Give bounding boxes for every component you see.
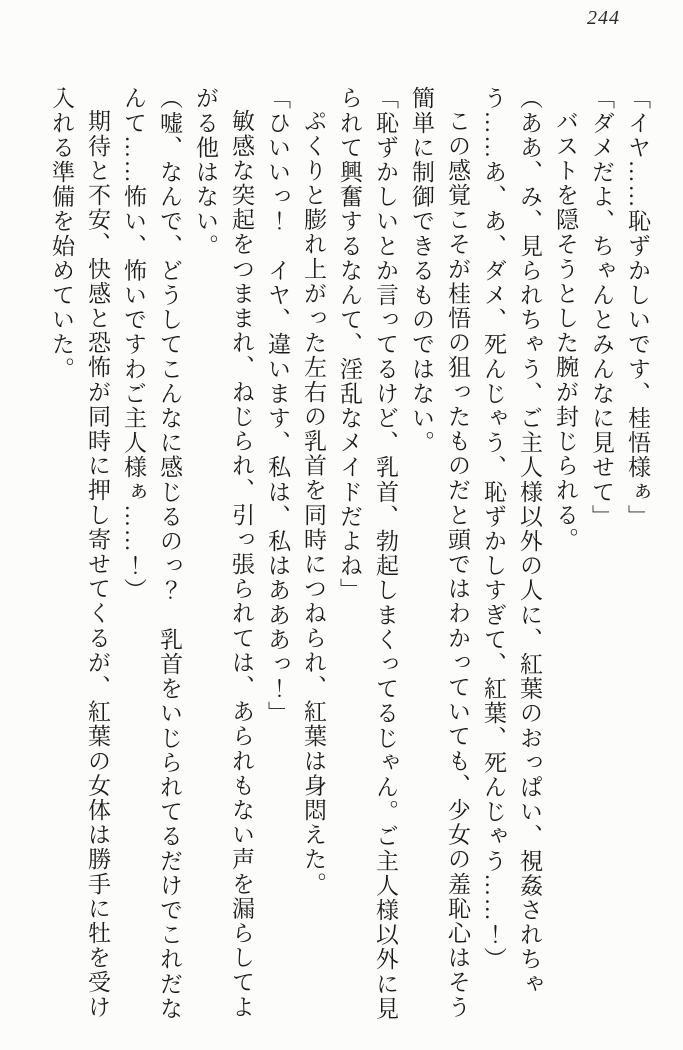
paragraph: 敏感な突起をつままれ、ねじられ、引っ張られては、あられもない声を漏らしてよがる他はない。 [193,86,254,1020]
paragraph: 「イヤ……恥ずかしいです、桂悟様ぁ」 [625,86,650,529]
paragraph: 「ひいいっ！ イヤ、違います、私は、私はあああっ！」 [265,86,290,726]
vertical-text-block [43,86,655,1022]
paragraph: （嘘、なんで、どうしてこんなに感じるのっ？ 乳首をいじられてるだけでこれだなんて……怖い、怖いですわご主人様ぁ……！） [121,86,182,1021]
paragraph: （ああ、み、見られちゃう、ご主人様以外の人に、紅葉のおっぱい、視姦されちゃう……あ、あ、ダメ、死んじゃう、恥ずかしすぎて、紅葉、死んじゃう……！） [481,86,542,997]
paragraph: 「恥ずかしいとか言ってるけど、乳首、勃起しまくってるじゃん。ご主人様以外に見られて興奮するなんて、淫乱なメイドだよね」 [337,86,398,1021]
paragraph: この感覚こそが桂悟の狙ったものだと頭ではわかっていても、少女の羞恥心はそう簡単に制御できるものではない。 [409,86,470,1020]
paragraph: 期待と不安、快感と恐怖が同時に押し寄せてくるが、紅葉の女体は勝手に牡を受け入れる準備を始めていた。 [49,86,110,1020]
page-number: 244 [587,7,620,29]
paragraph: バストを隠そうとした腕が封じられる。 [553,109,578,552]
paragraph: ぷくりと膨れ上がった左右の乳首を同時につねられ、紅葉は身悶えた。 [301,109,326,897]
paragraph: 「ダメだよ、ちゃんとみんなに見せて」 [589,86,614,529]
